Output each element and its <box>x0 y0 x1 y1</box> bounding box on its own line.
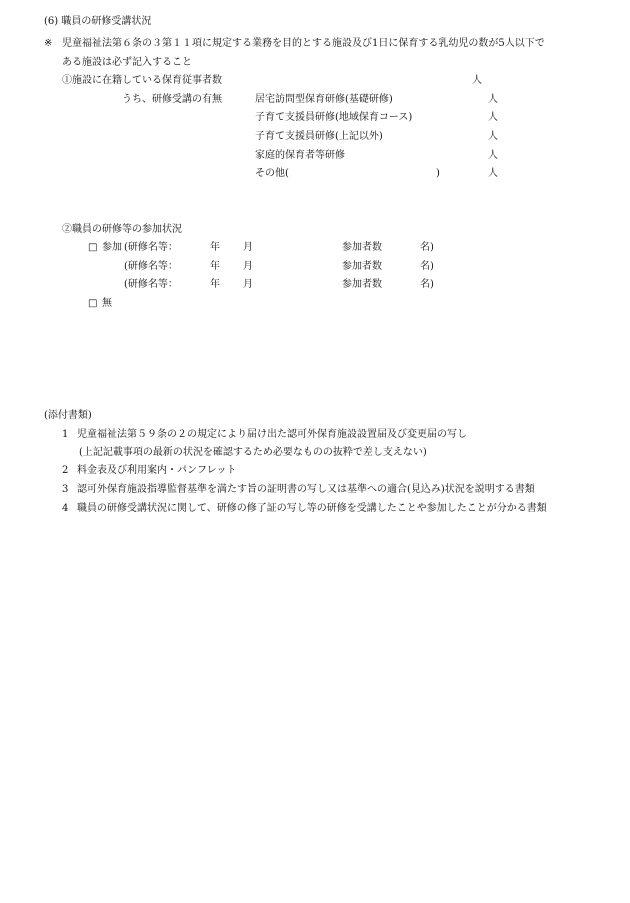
note-line-2: ある施設は必ず記入すること <box>62 57 192 68</box>
attachment-number: 3 <box>62 484 69 495</box>
attachments-heading: (添付書類) <box>44 410 92 421</box>
note-line-1: 児童福祉法第６条の３第１１項に規定する業務を目的とする施設及び1日に保育する乳幼児の数が5人以下で <box>62 38 545 49</box>
training-row-month: 月 <box>243 279 253 290</box>
training-row-year: 年 <box>210 242 220 253</box>
training-item-unit: 人 <box>488 131 498 142</box>
training-row-count-unit: 名) <box>420 279 434 290</box>
q1-sub-label: うち、研修受講の有無 <box>122 94 222 105</box>
note-mark: ※ <box>44 38 53 49</box>
attachment-text: 児童福祉法第５９条の２の規定により届け出た認可外保育施設設置届及び変更届の写し <box>77 429 467 440</box>
training-item-unit: 人 <box>488 112 498 123</box>
training-item-name: 子育て支援員研修(上記以外) <box>255 131 383 142</box>
training-row-count-unit: 名) <box>420 242 434 253</box>
q2-label: ②職員の研修等の参加状況 <box>62 224 182 235</box>
attachment-text: 認可外保育施設指導監督基準を満たす旨の証明書の写し又は基準への適合(見込み)状況を説明する書類 <box>77 484 535 495</box>
q1-unit: 人 <box>472 75 482 86</box>
none-label: 無 <box>102 298 112 309</box>
section-heading: (6) 職員の研修受講状況 <box>44 16 152 27</box>
training-item-name: 居宅訪問型保育研修(基礎研修) <box>255 94 393 105</box>
training-row-name: (研修名等： <box>124 279 178 290</box>
training-row-participants: 参加者数 <box>342 279 382 290</box>
attachment-number: 4 <box>62 503 69 514</box>
training-item-close: ) <box>436 168 440 179</box>
attachment-number: 1 <box>62 429 69 440</box>
training-row-year: 年 <box>210 279 220 290</box>
training-row-name: (研修名等： <box>124 242 178 253</box>
training-row-participants: 参加者数 <box>342 242 382 253</box>
training-item-name: その他( <box>255 168 289 179</box>
attachment-text: 職員の研修受講状況に関して、研修の修了証の写し等の研修を受講したことや参加したことが分かる書類 <box>77 503 547 514</box>
checkbox-participate[interactable]: □ <box>88 242 98 253</box>
training-row-month: 月 <box>243 242 253 253</box>
participate-label: 参加 <box>102 242 122 253</box>
training-row-month: 月 <box>243 261 253 272</box>
training-row-year: 年 <box>210 261 220 272</box>
training-row-name: (研修名等： <box>124 261 178 272</box>
training-item-name: 子育て支援員研修(地域保育コース) <box>255 112 413 123</box>
training-item-name: 家庭的保育者等研修 <box>255 150 345 161</box>
training-item-unit: 人 <box>488 94 498 105</box>
attachment-number: 2 <box>62 465 69 476</box>
training-row-participants: 参加者数 <box>342 261 382 272</box>
q1-label: ①施設に在籍している保育従事者数 <box>62 75 222 86</box>
attachment-text: (上記記載事項の最新の状況を確認するため必要なものの抜粋で差し支えない) <box>79 447 427 458</box>
training-item-unit: 人 <box>488 168 498 179</box>
attachment-text: 料金表及び利用案内・パンフレット <box>77 465 237 476</box>
training-row-count-unit: 名) <box>420 261 434 272</box>
training-item-unit: 人 <box>488 150 498 161</box>
checkbox-none[interactable]: □ <box>88 298 98 309</box>
